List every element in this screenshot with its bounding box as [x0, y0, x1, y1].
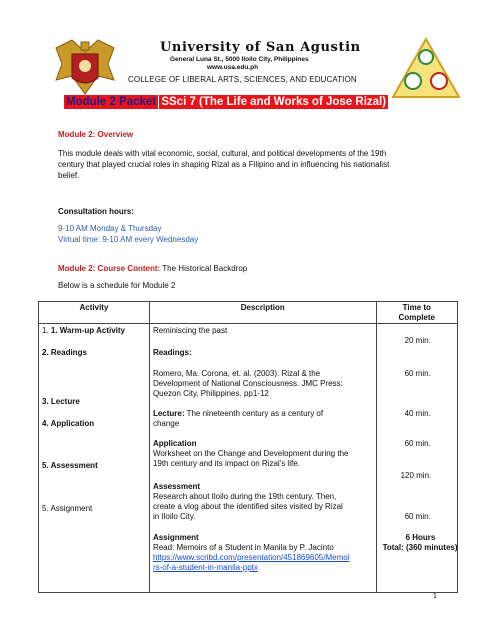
module-title [64, 96, 388, 108]
consultation-heading: Consultation hours: [58, 207, 134, 216]
warmup-description: Reminiscing the past [152, 326, 228, 335]
activity-header: Activity [39, 302, 150, 324]
course-content-line [58, 263, 247, 274]
university-website: www.usa.edu.ph [207, 64, 259, 71]
overview-heading: Module 2: Overview [58, 130, 134, 139]
time-value: 60 min. [404, 369, 431, 378]
college-triangle-logo [391, 37, 461, 99]
consultation-virtual: Virtual time: 9-10 AM every Wednesday [58, 235, 199, 244]
assignment-link[interactable]: rs-of-a-student-in-manila-pptx [152, 563, 258, 572]
consultation-days: 9-10 AM Monday & Thursday [58, 224, 162, 233]
schedule-table [38, 301, 458, 593]
university-name: University of San Agustin [160, 40, 361, 55]
overview-line: This module deals with vital economic, social, cultural, and political developments of the 19th [58, 149, 387, 158]
lecture-line: Lecture: The nineteenth century as a century of [152, 409, 324, 418]
time-column [376, 324, 457, 593]
assessment-line: Research about Iloilo during the 19th century. Then, [152, 492, 337, 501]
application-heading: Application [152, 439, 197, 448]
activity-item: 5. Assessment [42, 461, 98, 470]
time-total-minutes: Total: (360 minutes) [382, 543, 458, 552]
reading-line: Romero, Ma. Corona, et. al. (2003). Rizal & the [152, 369, 321, 378]
overview-line: century that played crucial roles in shaping Rizal as a Filipino and in influencing his nationalist [58, 160, 390, 169]
assignment-link[interactable]: https://www.scribd.com/presentation/451869605/Memoi [152, 553, 350, 562]
application-line: Worksheet on the Change and Development during the [152, 449, 349, 458]
activity-item: 1. 1. Warm-up Activity [42, 326, 125, 335]
overview-text [58, 148, 458, 181]
time-value: 40 min. [404, 409, 431, 418]
readings-heading: Readings: [152, 348, 192, 357]
assessment-line: create a vlog about the identified sites visited by Rizal [152, 502, 343, 511]
lecture-line: change [152, 419, 180, 428]
table-header-row [39, 302, 458, 324]
module-title-course: SSci 7 (The Life and Works of Jose Rizal) [161, 96, 387, 108]
page-number: 1 [433, 593, 437, 600]
reading-line: Quezon City, Philippines. pp1-12 [152, 389, 269, 398]
time-value: 60 min. [404, 439, 431, 448]
application-line: 19th century and its impact on Rizal's life. [152, 459, 300, 468]
time-value: 60 min. [404, 512, 431, 521]
overview-line: belief. [58, 171, 80, 180]
activity-item: 2. Readings [42, 348, 87, 357]
college-name: COLLEGE OF LIBERAL ARTS, SCIENCES, AND EDUCATION [128, 75, 357, 84]
module-title-highlight: Module 2 Packet [66, 96, 157, 108]
time-value: 20 min. [404, 336, 431, 345]
description-column [149, 324, 376, 593]
reading-line: Development of National Consciousness. JMC Press: [152, 379, 343, 388]
schedule-note: Below is a schedule for Module 2 [58, 281, 176, 290]
activity-item: 3. Lecture [42, 397, 80, 406]
course-content-heading: Module 2: Course Content: [58, 264, 161, 273]
course-content-topic: The Historical Backdrop [162, 264, 248, 273]
time-header: Time to Complete [376, 302, 457, 324]
time-total-hours: 6 Hours [405, 533, 436, 542]
activity-item: 5. Assignment [42, 504, 93, 513]
assessment-line: in Iloilo City. [152, 512, 196, 521]
assignment-heading: Assignment [152, 533, 199, 542]
activity-column [39, 324, 150, 593]
assessment-heading: Assessment [152, 482, 201, 491]
assignment-line: Read: Memoirs of a Student in Manila by P. Jacinto [152, 543, 334, 552]
table-body-row [39, 324, 458, 593]
university-seal-logo [52, 34, 118, 100]
activity-item: 4. Application [42, 419, 95, 428]
university-address: General Luna St., 5000 Iloilo City, Philippines [170, 56, 309, 63]
time-value: 120 min. [400, 471, 432, 480]
description-header: Description [149, 302, 376, 324]
